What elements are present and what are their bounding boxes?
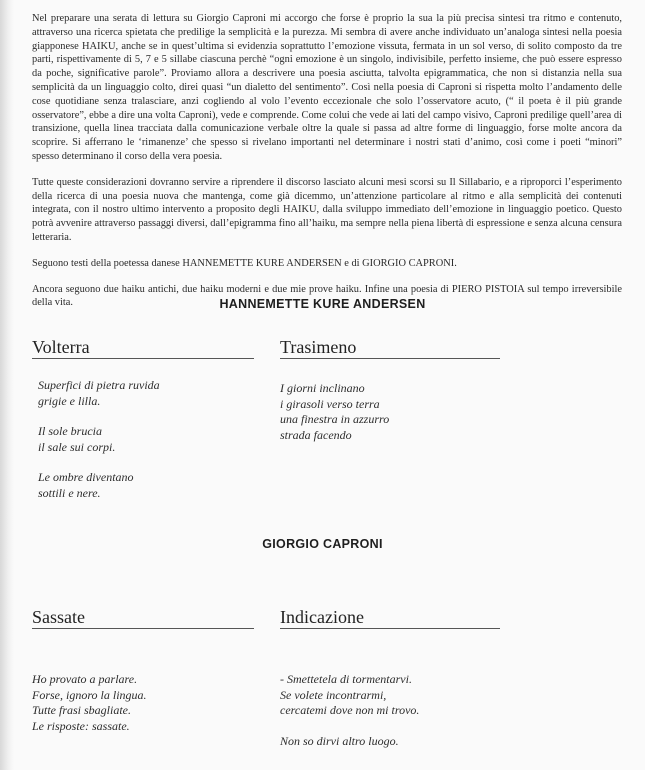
stanza — [280, 672, 419, 719]
poem-title-indicazione: Indicazione — [280, 607, 500, 629]
poem-line: Il sole brucia — [38, 424, 102, 438]
stanza — [280, 734, 419, 750]
poem-line: I giorni inclinano — [280, 381, 365, 395]
poem-line: Non so dirvi altro luogo. — [280, 733, 399, 748]
intro-text — [32, 12, 622, 322]
poem-line: il sale sui corpi. — [38, 439, 116, 454]
poem-title-sassate: Sassate — [32, 607, 254, 629]
poem-title-volterra: Volterra — [32, 337, 254, 359]
intro-paragraph: Seguono testi della poetessa danese HANNEMETTE KURE ANDERSEN e di GIORGIO CAPRONI. — [32, 257, 457, 269]
poem-body-indicazione — [280, 672, 419, 764]
poem-line: Le risposte: sassate. — [32, 718, 130, 733]
poem-line: strada facendo — [280, 427, 352, 442]
stanza — [38, 470, 160, 501]
stanza — [280, 381, 389, 443]
poem-line: Le ombre diventano — [38, 470, 134, 484]
stanza — [38, 424, 160, 455]
poem-line: cercatemi dove non mi trovo. — [280, 703, 420, 717]
poem-line: Ho provato a parlare. — [32, 672, 138, 686]
poem-line: Se volete incontrarmi, — [280, 687, 387, 702]
poem-body-trasimeno — [280, 381, 389, 458]
author-heading: GIORGIO CAPRONI — [262, 537, 383, 551]
intro-paragraph: Tutte queste considerazioni dovranno servire a riprendere il discorso lasciato alcuni mesi scorsi su Il Sillabario, e a riproporci l’esperimento della ricerca di una poesia nuova che mantenga, come già dicemmo, un’attenzione particolare al ritmo e alla semplicità dei contenuti integrata, con il nostro ultimo intervento a proposito degli HAIKU, dalla sviluppo immediato dell’emozione in linguaggio poetico. Questo potrà avvenire attraverso passaggi diversi, dall’epigramma fino all’haiku, ma sempre nella piena libertà di espressione e senza alcuna censura letteraria. — [32, 176, 622, 243]
poem-line: Tutte frasi sbagliate. — [32, 703, 132, 717]
intro-paragraph: Nel preparare una serata di lettura su Giorgio Caproni mi accorgo che forse è proprio la sua la più precisa sintesi tra ritmo e contenuto, attraverso una ricerca spietata che predilige la semplicità e la purezza. Mi sembra di avere anche individuato un’analoga sintesi nella poesia giapponese HAIKU, anche se in quest’ultima si evidenzia soprattutto l’emozione vissuta, fermata in un sol verso, di solito composto da tre parti, rispettivamente di 5, 7 e 5 sillabe ciascuna perchè “ogni emozione è un singolo, indivisibile, perfetto insieme, che può essere espresso da poche, significative parole”. Proviamo allora a descrivere una poesia asciutta, talvolta epigrammatica, che non si distanzia nella sua semplicità da un linguaggio colto, direi quasi “un dialetto del sentimento”. Così nella poesia di Caproni si rispetta molto l’andamento delle cose quotidiane senza tralasciare, anzi cogliendo al volo l’evento eccezionale che solo l’osservatore acuto, (“ il poeta è il più grande osservatore”, ebbe a dire una volta Caproni), vede e comprende. Come colui che vede ai lati del campo visivo, Caproni predilige quell’area di transizione, quella linea tracciata dalla comunicazione verbale oltre la quale si passa ad altre forme di linguaggio, forse molte ancora da scoprire. Si afferrano le ‘rimanenze’ che spesso si rivelano importanti nel determinare i nostri stati d’animo, così come i poeti “minori” spesso determinano il corso della vera poesia. — [32, 13, 622, 162]
poem-line: sottili e nere. — [38, 485, 101, 500]
author-heading: HANNEMETTE KURE ANDERSEN — [219, 297, 426, 311]
poem-line: - Smettetela di tormentarvi. — [280, 672, 412, 686]
poem-body-sassate — [32, 672, 147, 749]
intro-paragraph: Ancora seguono due haiku antichi, due haiku moderni e due mie prove haiku. Infine una poesia di PIERO PISTOIA sul tempo irreversibile della vita. — [32, 283, 622, 309]
stanza — [32, 672, 147, 734]
poem-line: Superfici di pietra ruvida — [38, 378, 160, 392]
poem-line: Forse, ignoro la lingua. — [32, 687, 147, 702]
poem-line: i girasoli verso terra — [280, 396, 380, 411]
stanza — [38, 378, 160, 409]
poem-body-volterra — [38, 378, 160, 516]
poem-title-trasimeno: Trasimeno — [280, 337, 500, 359]
poem-line: grigie e lilla. — [38, 393, 101, 408]
page-edge-shadow — [0, 0, 14, 770]
poem-line: una finestra in azzurro — [280, 412, 390, 426]
